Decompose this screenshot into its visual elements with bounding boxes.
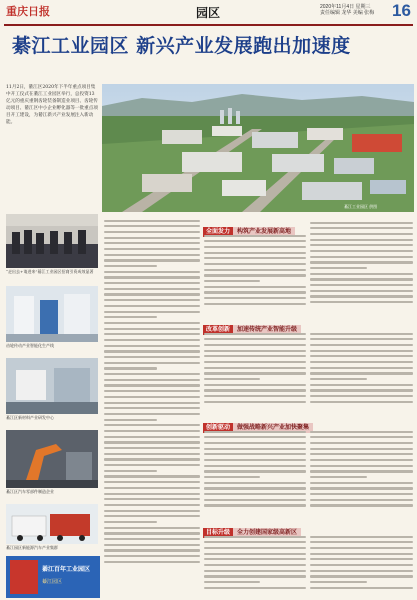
text-line <box>310 395 413 397</box>
headline: 綦江工业园区 新兴产业发展跑出加速度 <box>12 35 351 57</box>
page-number: 16 <box>392 1 411 20</box>
text-line <box>310 301 413 303</box>
subhead-3-tag: 创新驱动 <box>203 423 233 433</box>
text-line <box>104 339 200 341</box>
text-line <box>310 431 413 433</box>
text-line <box>310 389 413 391</box>
text-line <box>310 239 413 241</box>
text-line <box>204 372 306 374</box>
text-line <box>104 282 200 284</box>
text-line <box>204 240 306 242</box>
article-column-3b <box>310 329 413 411</box>
text-line <box>310 284 413 286</box>
subhead-4-text: 全力创建国家级高新区 <box>233 528 301 538</box>
text-line <box>310 290 413 292</box>
text-line <box>104 322 200 324</box>
text-line <box>104 510 200 512</box>
text-line <box>104 373 200 375</box>
photo-credit: 綦江工业园区 供图 <box>344 204 378 209</box>
advertisement <box>6 556 100 598</box>
text-line <box>104 379 200 381</box>
article-column-2b <box>204 329 306 411</box>
text-line <box>310 372 413 374</box>
text-line <box>204 252 306 254</box>
text-line <box>310 367 413 369</box>
text-line <box>310 536 413 538</box>
masthead: 重庆日报 <box>6 5 50 18</box>
text-line <box>104 356 200 358</box>
text-line <box>204 553 306 555</box>
text-line <box>204 536 306 538</box>
text-line <box>104 453 200 455</box>
text-line <box>204 257 306 259</box>
text-line <box>104 231 200 233</box>
text-line <box>204 269 306 271</box>
text-line <box>104 367 157 369</box>
photo-robot-arm <box>6 430 98 488</box>
text-line <box>104 413 200 415</box>
text-line <box>204 453 306 455</box>
text-line <box>104 458 200 460</box>
text-line <box>204 338 306 340</box>
text-line <box>104 515 200 517</box>
text-line <box>310 459 413 461</box>
text-line <box>204 389 306 391</box>
text-line <box>310 436 413 438</box>
text-line <box>104 549 200 551</box>
caption-5: 綦江园区新能源汽车产业集群 <box>6 545 58 550</box>
text-line <box>310 338 413 340</box>
text-line <box>310 355 413 357</box>
subhead-1 <box>203 218 295 235</box>
text-line <box>204 587 306 589</box>
text-line <box>310 453 413 455</box>
text-line <box>104 316 157 318</box>
text-line <box>204 235 306 237</box>
text-line <box>104 538 200 540</box>
text-line <box>104 527 200 529</box>
text-line <box>104 498 200 500</box>
text-line <box>104 350 200 352</box>
text-line <box>104 481 200 483</box>
text-line <box>104 532 200 534</box>
text-line <box>310 465 413 467</box>
text-line <box>310 541 413 543</box>
header-rule <box>4 24 413 26</box>
text-line <box>104 254 200 256</box>
article-column-3d <box>310 532 413 596</box>
text-line <box>104 259 200 261</box>
photo-production-line <box>6 286 98 342</box>
text-line <box>104 248 200 250</box>
text-line <box>310 575 413 577</box>
text-line <box>104 521 157 523</box>
text-line <box>310 244 413 246</box>
article-column-3c <box>310 427 413 515</box>
text-line <box>204 442 306 444</box>
text-line <box>310 581 367 583</box>
text-line <box>104 328 200 330</box>
text-line <box>104 225 200 227</box>
text-line <box>310 384 413 386</box>
text-line <box>204 395 306 397</box>
aerial-photo <box>102 84 414 212</box>
text-line <box>104 265 157 267</box>
text-line <box>310 295 413 297</box>
text-line <box>204 470 306 472</box>
text-line <box>310 476 367 478</box>
text-line <box>310 333 413 335</box>
text-line <box>104 390 200 392</box>
text-line <box>310 378 367 380</box>
text-line <box>104 402 200 404</box>
text-line <box>104 407 200 409</box>
text-line <box>104 447 200 449</box>
subhead-1-tag: 全面发力 <box>203 227 233 237</box>
subhead-2-tag: 改革创新 <box>203 325 233 335</box>
text-line <box>104 424 200 426</box>
text-line <box>104 333 200 335</box>
text-line <box>104 305 200 307</box>
text-line <box>310 227 413 229</box>
text-line <box>104 470 157 472</box>
text-line <box>310 401 413 403</box>
subhead-2 <box>203 316 301 333</box>
text-line <box>104 487 200 489</box>
text-line <box>204 448 306 450</box>
text-line <box>310 470 413 472</box>
text-line <box>310 499 413 501</box>
text-line <box>310 261 413 263</box>
text-line <box>204 280 260 282</box>
caption-3: 綦江区新材料产业研发中心 <box>6 415 54 420</box>
photo-research <box>6 358 98 414</box>
text-line <box>204 581 260 583</box>
subhead-3 <box>203 414 313 431</box>
article-column-2c <box>204 427 306 515</box>
text-line <box>104 362 200 364</box>
text-line <box>204 344 306 346</box>
text-line <box>204 384 306 386</box>
text-line <box>204 504 306 506</box>
text-line <box>204 367 306 369</box>
text-line <box>310 553 413 555</box>
text-line <box>204 350 306 352</box>
text-line <box>104 561 200 563</box>
text-line <box>310 233 413 235</box>
subhead-4-tag: 目标升级 <box>203 528 233 538</box>
text-line <box>204 482 306 484</box>
text-line <box>204 570 306 572</box>
text-line <box>310 442 413 444</box>
text-line <box>204 476 260 478</box>
lead-paragraph: 11月2日，綦江区2020年下半年重点项目集中开工仪式在綦江工业园区举行，总投资13亿元的重庆重钢齿轮装备制造业项目、齿轮传动项目、綦江区中小企业孵化器等一批重点项目开工建设，为綦江新兴产业发展注入新动能。 <box>6 85 98 125</box>
text-line <box>204 487 306 489</box>
dateline: 2020年11月4日 星期三 责任编辑 龙华 美编 张梅 <box>320 4 375 16</box>
text-line <box>204 575 306 577</box>
text-line <box>104 271 200 273</box>
text-line <box>104 544 200 546</box>
text-line <box>204 361 306 363</box>
text-line <box>204 291 306 293</box>
photo-trucks <box>6 504 98 544</box>
text-line <box>104 299 200 301</box>
text-line <box>104 504 200 506</box>
article-column-2a <box>204 231 306 313</box>
text-line <box>310 222 413 224</box>
subhead-3-text: 做强战略新兴产业加快聚集 <box>233 423 313 433</box>
text-line <box>104 464 200 466</box>
text-line <box>310 344 413 346</box>
text-line <box>204 493 306 495</box>
text-line <box>104 493 200 495</box>
text-line <box>204 263 306 265</box>
text-line <box>310 361 413 363</box>
text-line <box>310 504 413 506</box>
text-line <box>204 564 306 566</box>
text-line <box>310 558 413 560</box>
text-line <box>310 570 413 572</box>
caption-2: 齿轮传动产业智能化生产线 <box>6 343 54 348</box>
text-line <box>204 378 260 380</box>
text-line <box>204 541 306 543</box>
text-line <box>310 256 413 258</box>
text-line <box>104 436 200 438</box>
text-line <box>204 465 306 467</box>
text-line <box>104 220 200 222</box>
text-line <box>310 564 413 566</box>
text-line <box>310 250 413 252</box>
text-line <box>204 286 306 288</box>
text-line <box>204 547 306 549</box>
text-line <box>104 430 200 432</box>
text-line <box>310 273 413 275</box>
text-line <box>310 482 413 484</box>
text-line <box>204 558 306 560</box>
subhead-4 <box>203 519 301 536</box>
section-title: 园区 <box>196 6 221 20</box>
text-line <box>310 448 413 450</box>
ad-subtitle: 綦江园区 <box>42 579 63 585</box>
text-line <box>310 278 413 280</box>
text-line <box>104 242 200 244</box>
text-line <box>204 436 306 438</box>
photo-delegation <box>6 214 98 268</box>
text-line <box>104 475 200 477</box>
text-line <box>204 459 306 461</box>
text-line <box>204 499 306 501</box>
ad-logo-block <box>10 560 38 594</box>
text-line <box>104 276 200 278</box>
caption-1: “走出去+请进来”綦江工业园区招商引资成效显著 <box>6 269 94 274</box>
article-column-1 <box>104 216 200 596</box>
text-line <box>310 487 413 489</box>
subhead-1-text: 构筑产业发展新高地 <box>233 227 295 237</box>
article-column-2d <box>204 532 306 596</box>
ad-title: 綦江百年工业园区 <box>42 566 91 573</box>
text-line <box>204 297 306 299</box>
text-line <box>104 345 200 347</box>
text-line <box>204 303 306 305</box>
text-line <box>104 419 157 421</box>
text-line <box>104 293 200 295</box>
text-line <box>204 401 306 403</box>
text-line <box>310 493 413 495</box>
text-line <box>104 396 200 398</box>
text-line <box>104 311 200 313</box>
text-line <box>104 555 200 557</box>
text-line <box>104 384 200 386</box>
text-line <box>104 441 200 443</box>
text-line <box>310 547 413 549</box>
caption-4: 綦江区汽车零部件制造企业 <box>6 489 54 494</box>
article-column-3a <box>310 218 413 313</box>
text-line <box>204 246 306 248</box>
text-line <box>310 267 367 269</box>
text-line <box>310 587 413 589</box>
text-line <box>104 237 200 239</box>
text-line <box>310 350 413 352</box>
subhead-2-text: 加速传统产业智能升级 <box>233 325 301 335</box>
text-line <box>204 274 306 276</box>
text-line <box>104 288 200 290</box>
text-line <box>204 431 306 433</box>
text-line <box>204 355 306 357</box>
text-line <box>204 333 306 335</box>
